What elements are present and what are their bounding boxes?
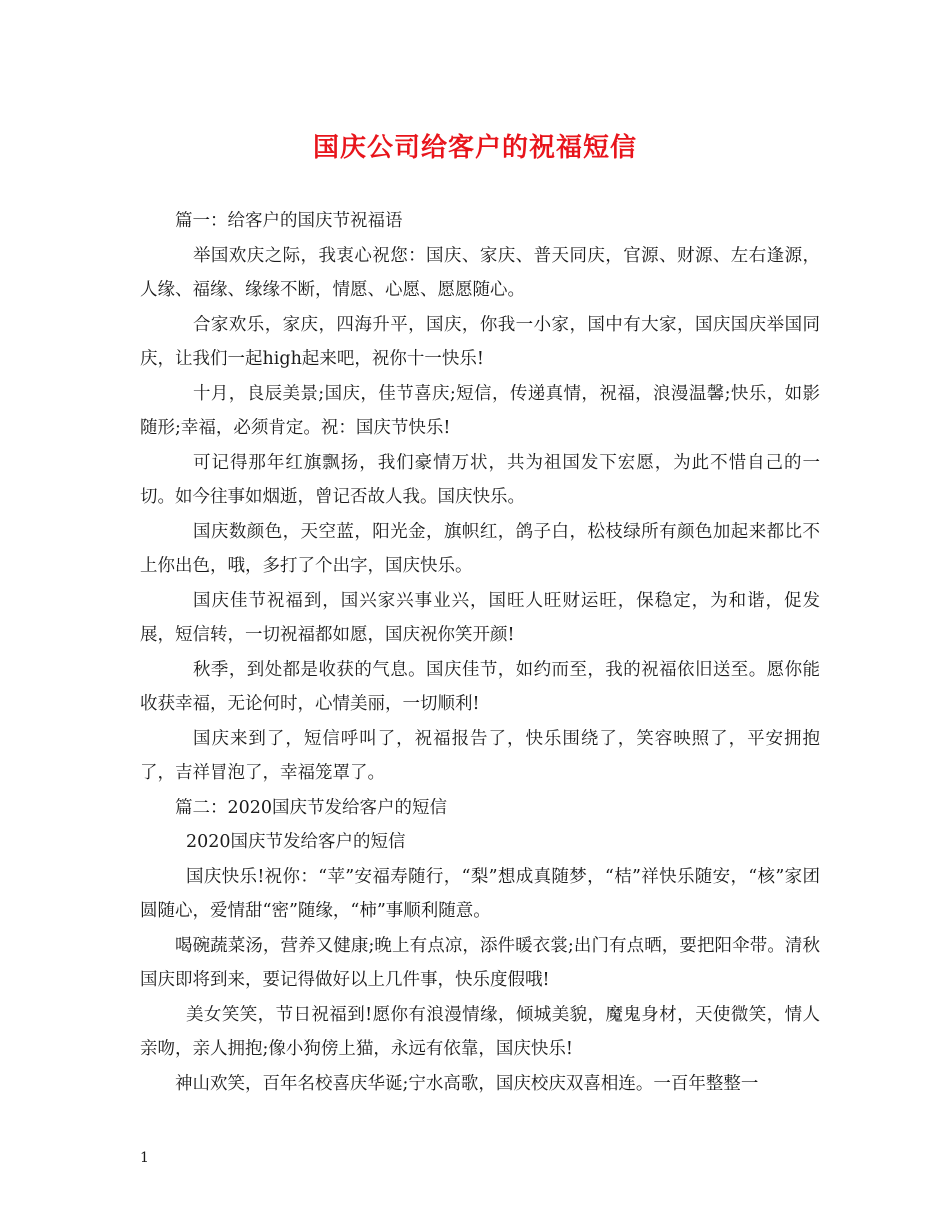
paragraph: 国庆来到了，短信呼叫了，祝福报告了，快乐围绕了，笑容映照了，平安拥抱了，吉祥冒泡了，幸福笼罩了。	[140, 728, 820, 783]
paragraph: 美女笑笑，节日祝福到!愿你有浪漫情缘，倾城美貌，魔鬼身材，天使微笑，情人亲吻，亲人拥抱;像小狗傍上猫，永远有依靠，国庆快乐!	[140, 1004, 820, 1059]
paragraph: 国庆快乐!祝你：“苹”安福寿随行，“梨”想成真随梦，“桔”祥快乐随安，“核”家团圆随心，爱情甜“密”随缘，“柿”事顺利随意。	[140, 866, 820, 921]
paragraph: 可记得那年红旗飘扬，我们豪情万状，共为祖国发下宏愿，为此不惜自己的一切。如今往事如烟逝，曾记否故人我。国庆快乐。	[140, 452, 820, 507]
paragraph: 合家欢乐，家庆，四海升平，国庆，你我一小家，国中有大家，国庆国庆举国同庆，让我们一起high起来吧，祝你十一快乐!	[140, 314, 820, 369]
paragraph: 神山欢笑，百年名校喜庆华诞;宁水高歌，国庆校庆双喜相连。一百年整整一	[175, 1073, 759, 1094]
paragraph: 国庆数颜色，天空蓝，阳光金，旗帜红，鸽子白，松枝绿所有颜色加起来都比不上你出色，哦，多打了个出字，国庆快乐。	[140, 521, 820, 576]
subheading: 2020国庆节发给客户的短信	[186, 832, 406, 852]
section-heading-2: 篇二：2020国庆节发给客户的短信	[175, 797, 448, 818]
paragraph: 国庆佳节祝福到，国兴家兴事业兴，国旺人旺财运旺，保稳定，为和谐，促发展，短信转，一切祝福都如愿，国庆祝你笑开颜!	[140, 590, 820, 645]
document-body	[140, 204, 820, 1101]
document-title: 国庆公司给客户的祝福短信	[312, 133, 637, 163]
paragraph: 十月，良辰美景;国庆，佳节喜庆;短信，传递真情，祝福，浪漫温馨;快乐，如影随形;幸福，必须肯定。祝：国庆节快乐!	[140, 383, 820, 438]
paragraph: 举国欢庆之际，我衷心祝您：国庆、家庆、普天同庆，官源、财源、左右逢源，人缘、福缘、缘缘不断，情愿、心愿、愿愿随心。	[140, 245, 820, 300]
paragraph: 秋季，到处都是收获的气息。国庆佳节，如约而至，我的祝福依旧送至。愿你能收获幸福，无论何时，心情美丽，一切顺利!	[140, 659, 820, 714]
section-heading-1: 篇一：给客户的国庆节祝福语	[175, 211, 403, 231]
paragraph: 喝碗蔬菜汤，营养又健康;晚上有点凉，添件暖衣裳;出门有点晒，要把阳伞带。清秋国庆即将到来，要记得做好以上几件事，快乐度假哦!	[140, 935, 820, 990]
page-number: 1	[140, 1150, 149, 1166]
